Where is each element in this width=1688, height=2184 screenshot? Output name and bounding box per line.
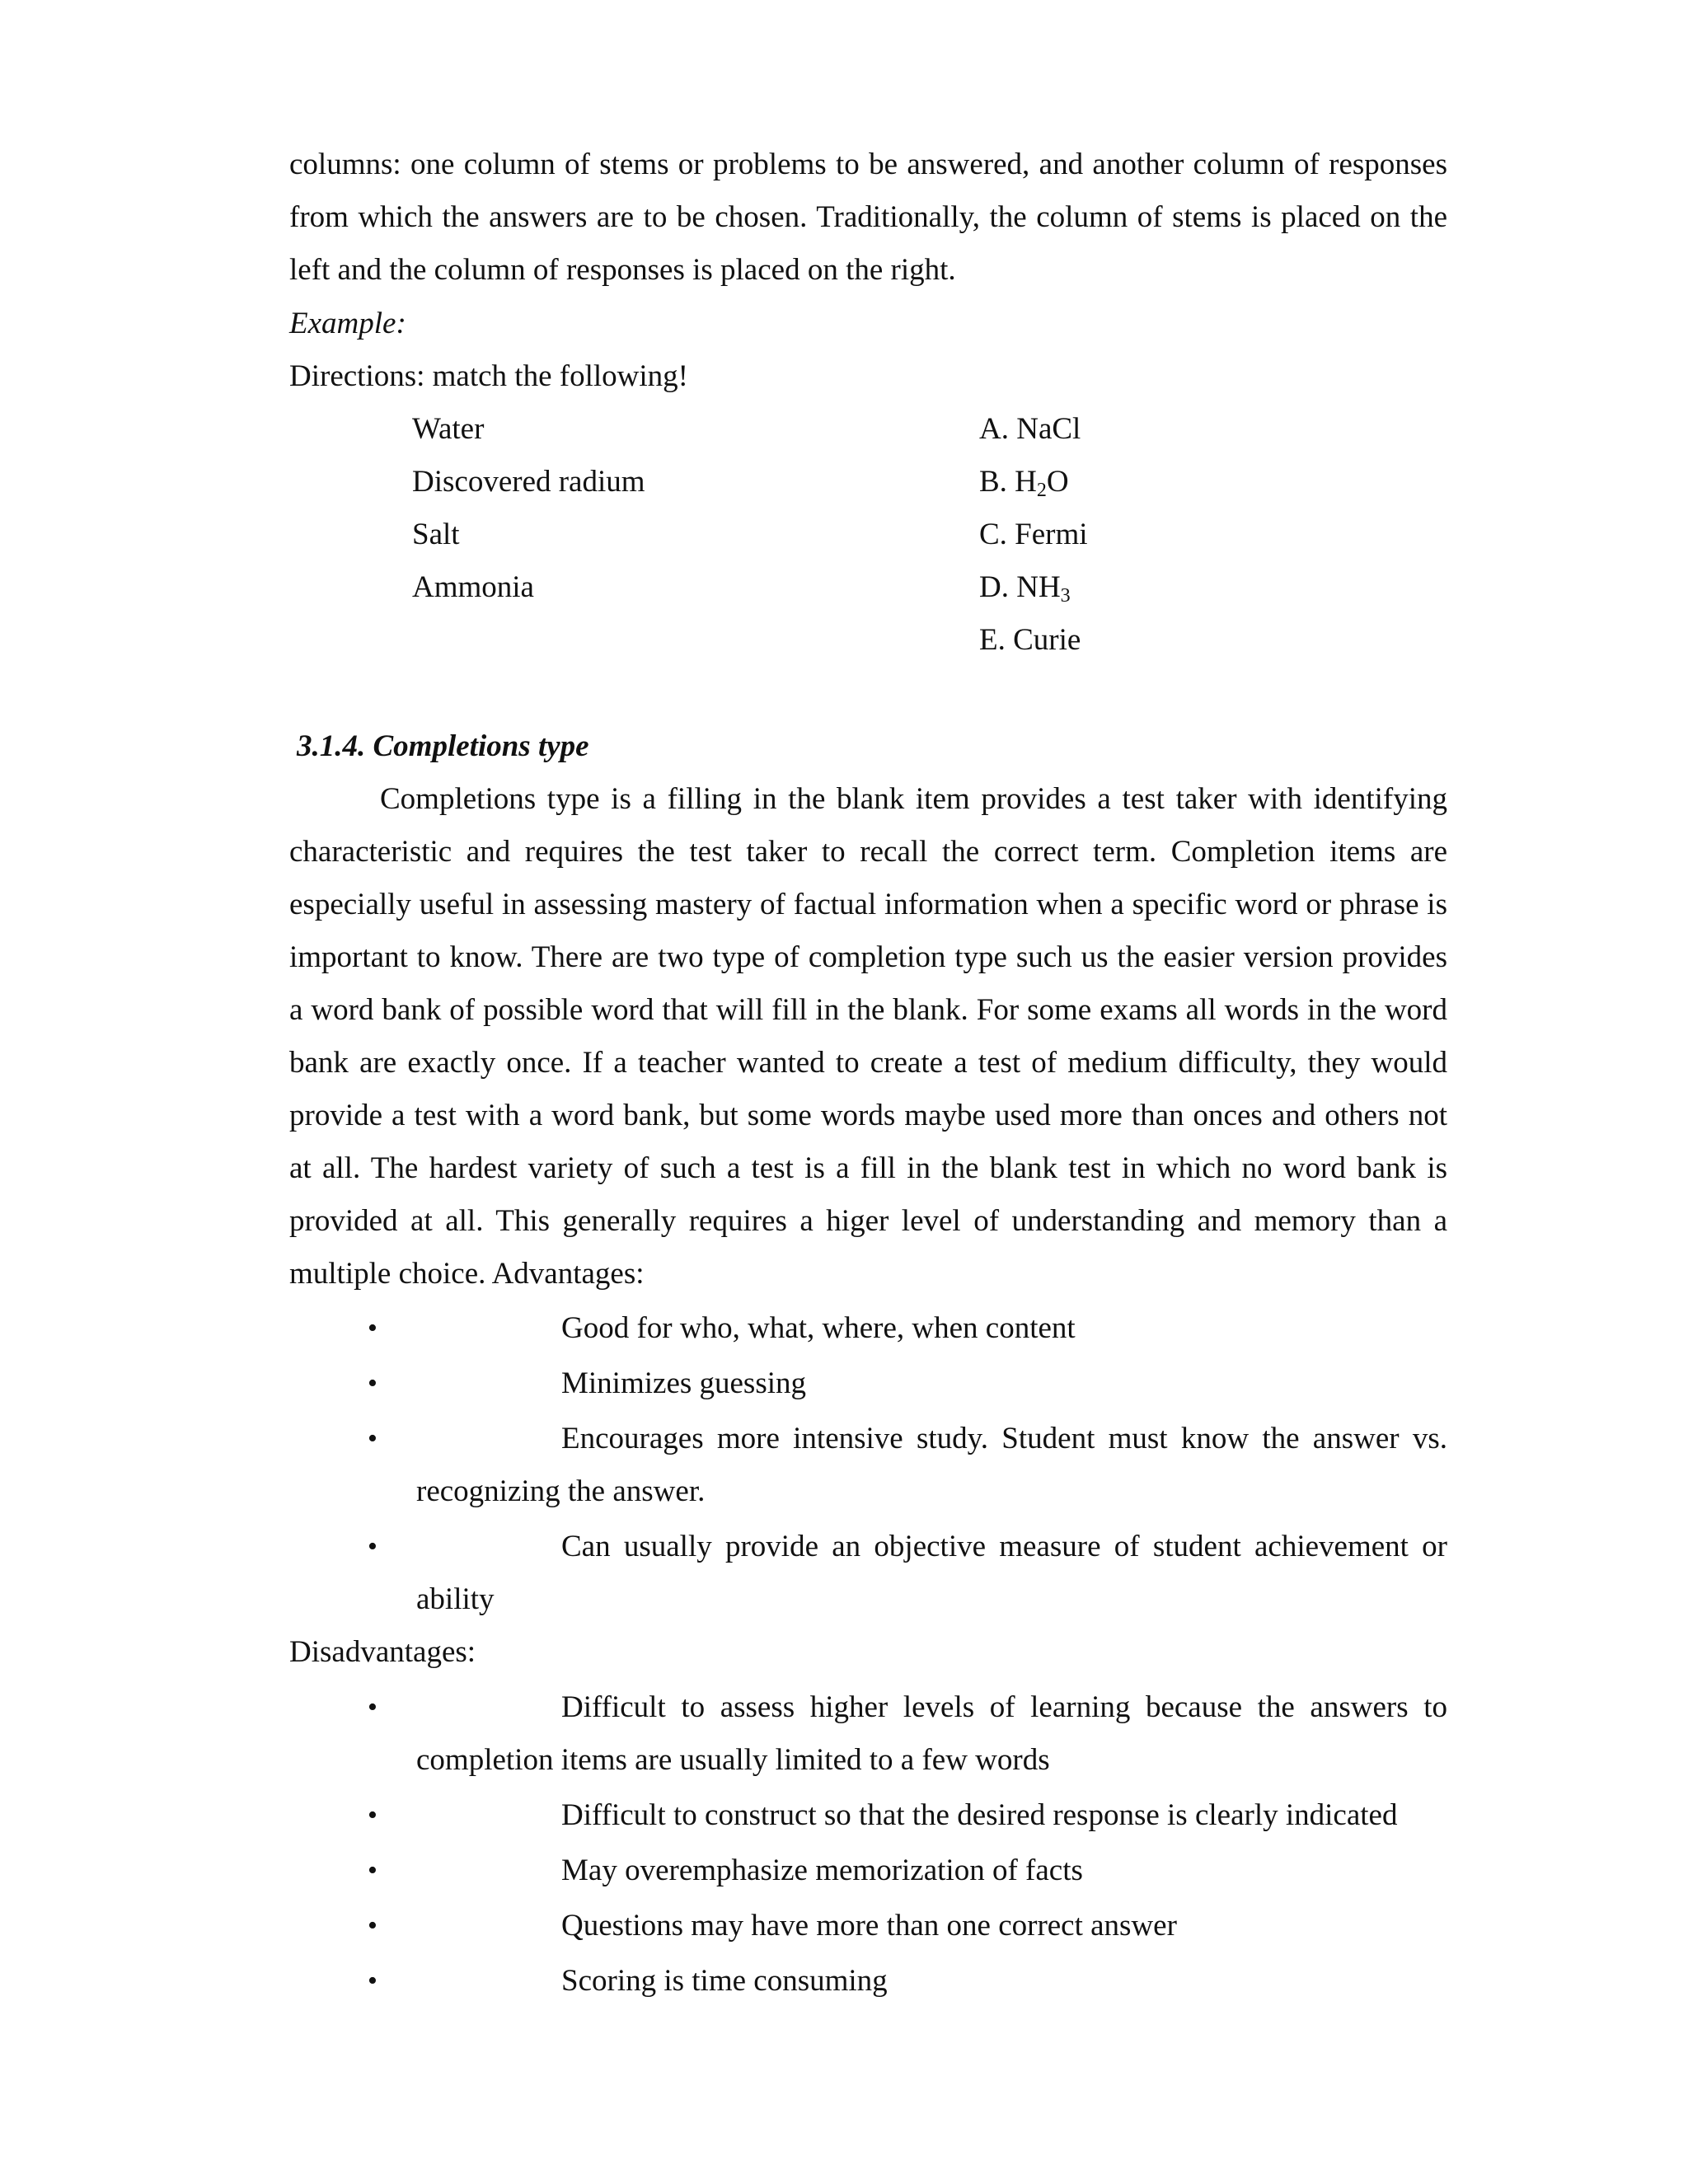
stem-item: Ammonia [412, 570, 534, 604]
disadvantage-item: Questions may have more than one correct answer [561, 1909, 1177, 1943]
stem-item: Discovered radium [412, 465, 645, 499]
bullet-icon: • [368, 1855, 377, 1886]
disadvantage-item: Difficult to construct so that the desired response is clearly indicated [561, 1798, 1398, 1832]
paragraph-line: important to know. There are two type of completion type such us the easier version provides [289, 940, 1447, 974]
advantage-item: Encourages more intensive study. Student must know the answer vs. [561, 1422, 1447, 1455]
disadvantage-item: May overemphasize memorization of facts [561, 1854, 1083, 1887]
example-label: Example: [289, 307, 406, 340]
disadvantage-item: Scoring is time consuming [561, 1964, 888, 1998]
bullet-icon: • [368, 1313, 377, 1343]
bullet-icon: • [368, 1368, 377, 1399]
response-b-suffix: O [1046, 465, 1069, 499]
paragraph-line: bank are exactly once. If a teacher wanted to create a test of medium difficulty, they would [289, 1046, 1447, 1080]
paragraph-line: provide a test with a word bank, but some words maybe used more than onces and others not [289, 1099, 1447, 1132]
paragraph-line: multiple choice. Advantages: [289, 1257, 645, 1291]
intro-line-1: columns: one column of stems or problems to be answered, and another column of responses [289, 148, 1447, 181]
paragraph-line: at all. The hardest variety of such a test is a fill in the blank test in which no word bank is [289, 1151, 1447, 1185]
response-d-prefix: D. NH [979, 570, 1061, 604]
advantage-item: Good for who, what, where, when content [561, 1311, 1076, 1345]
advantage-item: Can usually provide an objective measure of student achievement or [561, 1530, 1447, 1563]
bullet-icon: • [368, 1910, 377, 1941]
paragraph-line: a word bank of possible word that will fill in the blank. For some exams all words in the word [289, 993, 1447, 1027]
intro-line-3: left and the column of responses is placed on the right. [289, 253, 956, 287]
advantage-item-continued: ability [416, 1582, 495, 1616]
paragraph-line: especially useful in assessing mastery of factual information when a specific word or phrase is [289, 888, 1447, 921]
stem-item: Water [412, 412, 485, 446]
paragraph-line: provided at all. This generally requires a higer level of understanding and memory than a [289, 1204, 1447, 1238]
response-item-b [979, 464, 1069, 500]
advantage-item: Minimizes guessing [561, 1366, 807, 1400]
bullet-icon: • [368, 1531, 377, 1562]
response-d-subscript: 3 [1060, 585, 1071, 607]
section-heading: 3.1.4. Completions type [297, 729, 589, 763]
disadvantages-label: Disadvantages: [289, 1635, 476, 1669]
directions-text: Directions: match the following! [289, 359, 688, 393]
bullet-icon: • [368, 1800, 377, 1830]
disadvantage-item-continued: completion items are usually limited to a few words [416, 1743, 1050, 1777]
response-item-d [979, 569, 1071, 606]
disadvantage-item: Difficult to assess higher levels of learning because the answers to [561, 1690, 1447, 1724]
paragraph-line: Completions type is a filling in the blank item provides a test taker with identifying [380, 782, 1447, 816]
bullet-icon: • [368, 1423, 377, 1454]
bullet-icon: • [368, 1966, 377, 1996]
paragraph-line: characteristic and requires the test taker to recall the correct term. Completion items are [289, 835, 1447, 869]
stem-item: Salt [412, 518, 460, 551]
bullet-icon: • [368, 1692, 377, 1722]
response-b-subscript: 2 [1036, 480, 1047, 501]
response-item-a: A. NaCl [979, 412, 1081, 446]
response-item-c: C. Fermi [979, 518, 1088, 551]
intro-line-2: from which the answers are to be chosen. Traditionally, the column of stems is placed on the [289, 200, 1447, 234]
response-b-prefix: B. H [979, 465, 1037, 499]
advantage-item-continued: recognizing the answer. [416, 1474, 706, 1508]
response-item-e: E. Curie [979, 623, 1081, 657]
